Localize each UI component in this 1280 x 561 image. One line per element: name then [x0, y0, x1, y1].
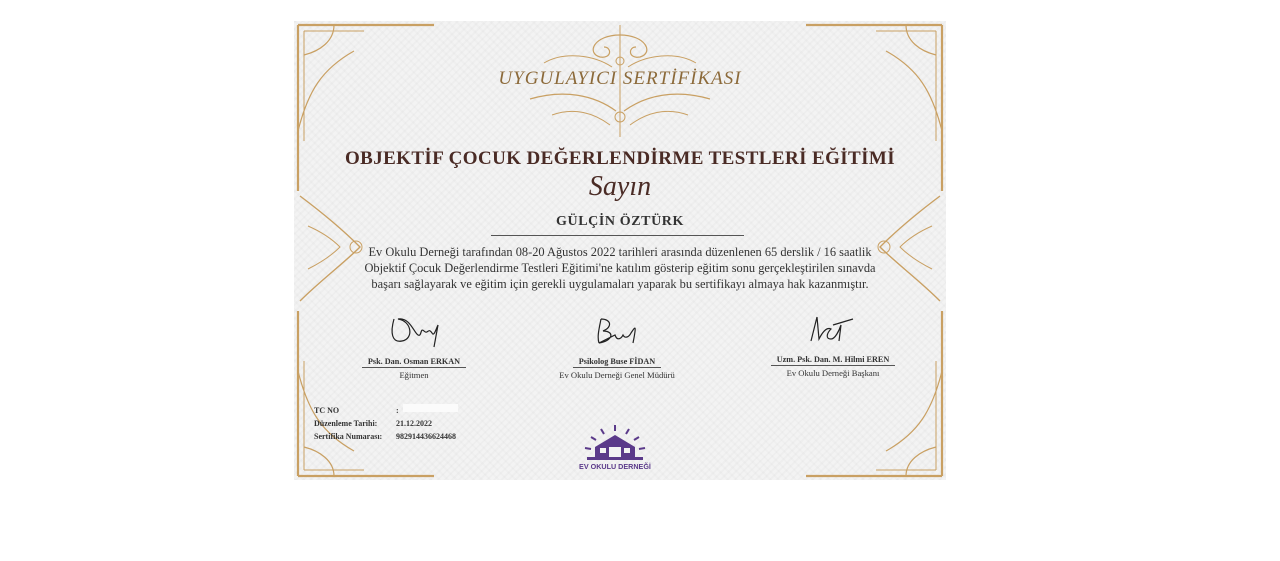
certificate-body [354, 245, 886, 292]
signatory-name: Psk. Dan. Osman ERKAN [362, 357, 466, 368]
tc-separator: : [396, 406, 399, 415]
name-underline [491, 235, 744, 236]
cert-no-label: Sertifika Numarası: [314, 432, 383, 441]
date-row [314, 417, 458, 430]
body-line: Ev Okulu Derneği tarafından 08-20 Ağustos 2022 tarihleri arasında düzenlenen 65 derslik / 16 saatlik [368, 245, 872, 259]
salutation: Sayın [588, 171, 652, 202]
ev-okulu-logo [573, 423, 657, 473]
date-value: 21.12.2022 [396, 419, 432, 428]
date-label: Düzenleme Tarihi: [314, 419, 378, 428]
signatory-role: Ev Okulu Derneği Genel Müdürü [559, 370, 675, 380]
certificate [294, 21, 946, 480]
signatory-role: Ev Okulu Derneği Başkanı [786, 368, 880, 378]
house-sun-icon [573, 423, 657, 463]
logo-text: EV OKULU DERNEĞİ [579, 462, 651, 471]
signature-block-president [743, 311, 923, 378]
certificate-info [314, 404, 458, 443]
signature-block-director [527, 313, 707, 380]
recipient-name: GÜLÇİN ÖZTÜRK [556, 214, 684, 229]
tc-redacted [403, 404, 458, 412]
signature-icon [587, 313, 647, 349]
tc-row [314, 404, 458, 417]
certificate-subtitle: UYGULAYICI SERTİFİKASI [498, 68, 742, 89]
signature-icon [384, 313, 444, 349]
signatory-name: Uzm. Psk. Dan. M. Hilmi EREN [771, 355, 896, 366]
signatory-name: Psikolog Buse FİDAN [573, 357, 661, 368]
cert-no-row [314, 430, 458, 443]
body-line: başarı sağlayarak ve eğitim için gerekli uygulamaları yaparak bu sertifikayı almaya hak kazanmıştır. [371, 276, 869, 291]
body-line: Objektif Çocuk Değerlendirme Testleri Eğitimi'ne katılım gösterip eğitim sonu gerçekleştirilen sınavda [364, 260, 876, 275]
tc-label: TC NO [314, 406, 340, 415]
signatory-role: Eğitmen [399, 370, 429, 380]
cert-no-value: 982914436624468 [396, 432, 456, 441]
certificate-title: OBJEKTİF ÇOCUK DEĞERLENDİRME TESTLERİ EĞİTİMİ [344, 148, 896, 169]
signature-icon [803, 311, 863, 347]
signature-block-instructor [324, 313, 504, 380]
